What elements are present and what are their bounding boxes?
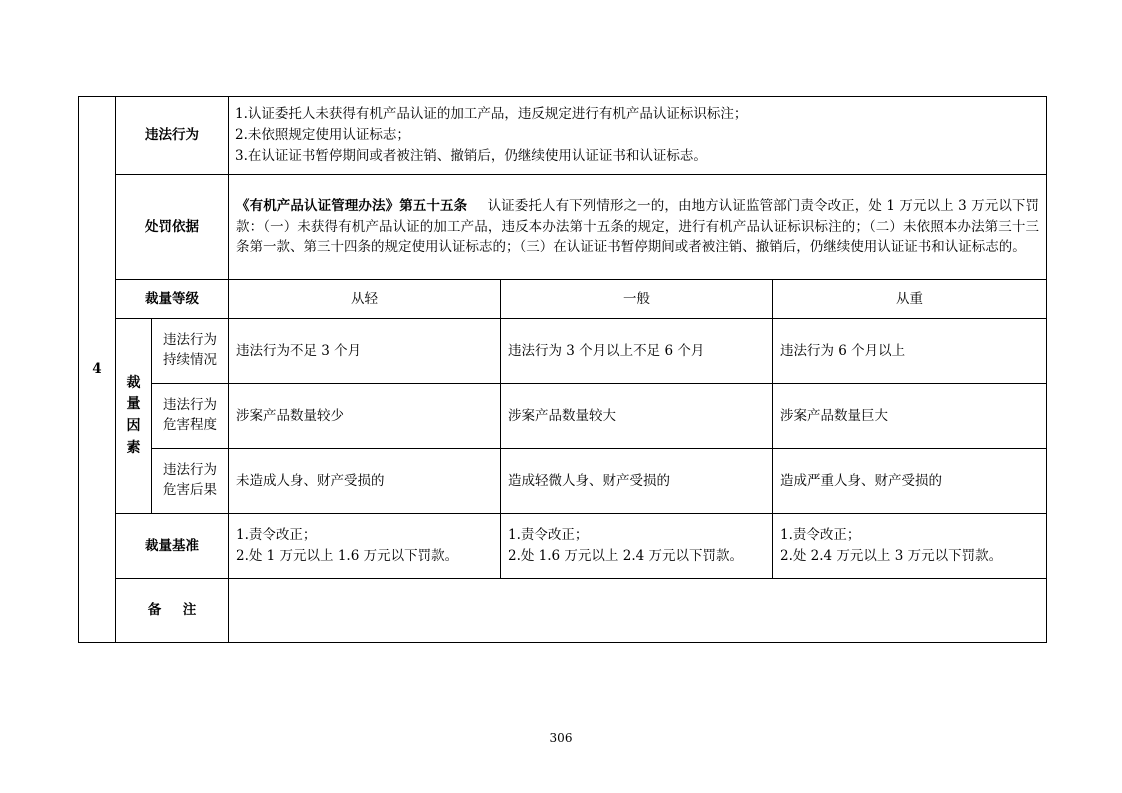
penalty-basis-content [229,175,1047,280]
levels-row [79,280,1047,319]
factor-name: 违法行为 持续情况 [152,319,229,384]
violation-row [79,97,1047,175]
factor-row [79,319,1047,384]
factors-label: 裁量因素 [116,319,152,514]
factor-normal: 涉案产品数量较大 [501,384,773,449]
level-light: 从轻 [229,280,501,319]
penalty-basis-label: 处罚依据 [116,175,229,280]
discretion-table [78,96,1047,643]
violation-line: 1.认证委托人未获得有机产品认证的加工产品，违反规定进行有机产品认证标识标注； [235,106,748,123]
penalty-basis-text: 认证委托人有下列情形之一的，由地方认证监管部门责令改正，处 1 万元以上 3 万元以下罚款：（一）未获得有机产品认证的加工产品，违反本办法第十五条的规定，进行有机产品认证标识标注的；（二）未依照本办法第三十三条第一款、第三十四条的规定使用认证标志的；（三）在认证证书暂停期间或者被注销、撤销后，仍继续使用认证证书和认证标志的。 [236,197,1040,256]
penalty-article: 《有机产品认证管理办法》第五十五条 [236,197,468,214]
item-number: 4 [79,97,116,643]
violation-content [229,97,1047,175]
standard-heavy: 1.责令改正； 2.处 2.4 万元以上 3 万元以下罚款。 [773,514,1047,579]
factor-name: 违法行为 危害后果 [152,449,229,514]
level-heavy: 从重 [773,280,1047,319]
remarks-label: 备注 [116,579,229,643]
factor-light: 涉案产品数量较少 [229,384,501,449]
factor-heavy: 造成严重人身、财产受损的 [773,449,1047,514]
factor-heavy: 涉案产品数量巨大 [773,384,1047,449]
level-normal: 一般 [501,280,773,319]
factor-row [79,449,1047,514]
page-number: 306 [549,731,573,745]
levels-label: 裁量等级 [116,280,229,319]
violation-label: 违法行为 [116,97,229,175]
penalty-basis-row [79,175,1047,280]
factor-light: 未造成人身、财产受损的 [229,449,501,514]
violation-line: 2.未依照规定使用认证标志； [235,127,410,144]
standard-row [79,514,1047,579]
remarks-content [229,579,1047,643]
factor-heavy: 违法行为 6 个月以上 [773,319,1047,384]
violation-line: 3.在认证证书暂停期间或者被注销、撤销后，仍继续使用认证证书和认证标志。 [235,147,707,164]
factor-normal: 造成轻微人身、财产受损的 [501,449,773,514]
factor-row [79,384,1047,449]
factor-name: 违法行为 危害程度 [152,384,229,449]
standard-label: 裁量基准 [116,514,229,579]
factor-normal: 违法行为 3 个月以上不足 6 个月 [501,319,773,384]
factor-light: 违法行为不足 3 个月 [229,319,501,384]
standard-light: 1.责令改正； 2.处 1 万元以上 1.6 万元以下罚款。 [229,514,501,579]
remarks-row [79,579,1047,643]
standard-normal: 1.责令改正； 2.处 1.6 万元以上 2.4 万元以下罚款。 [501,514,773,579]
